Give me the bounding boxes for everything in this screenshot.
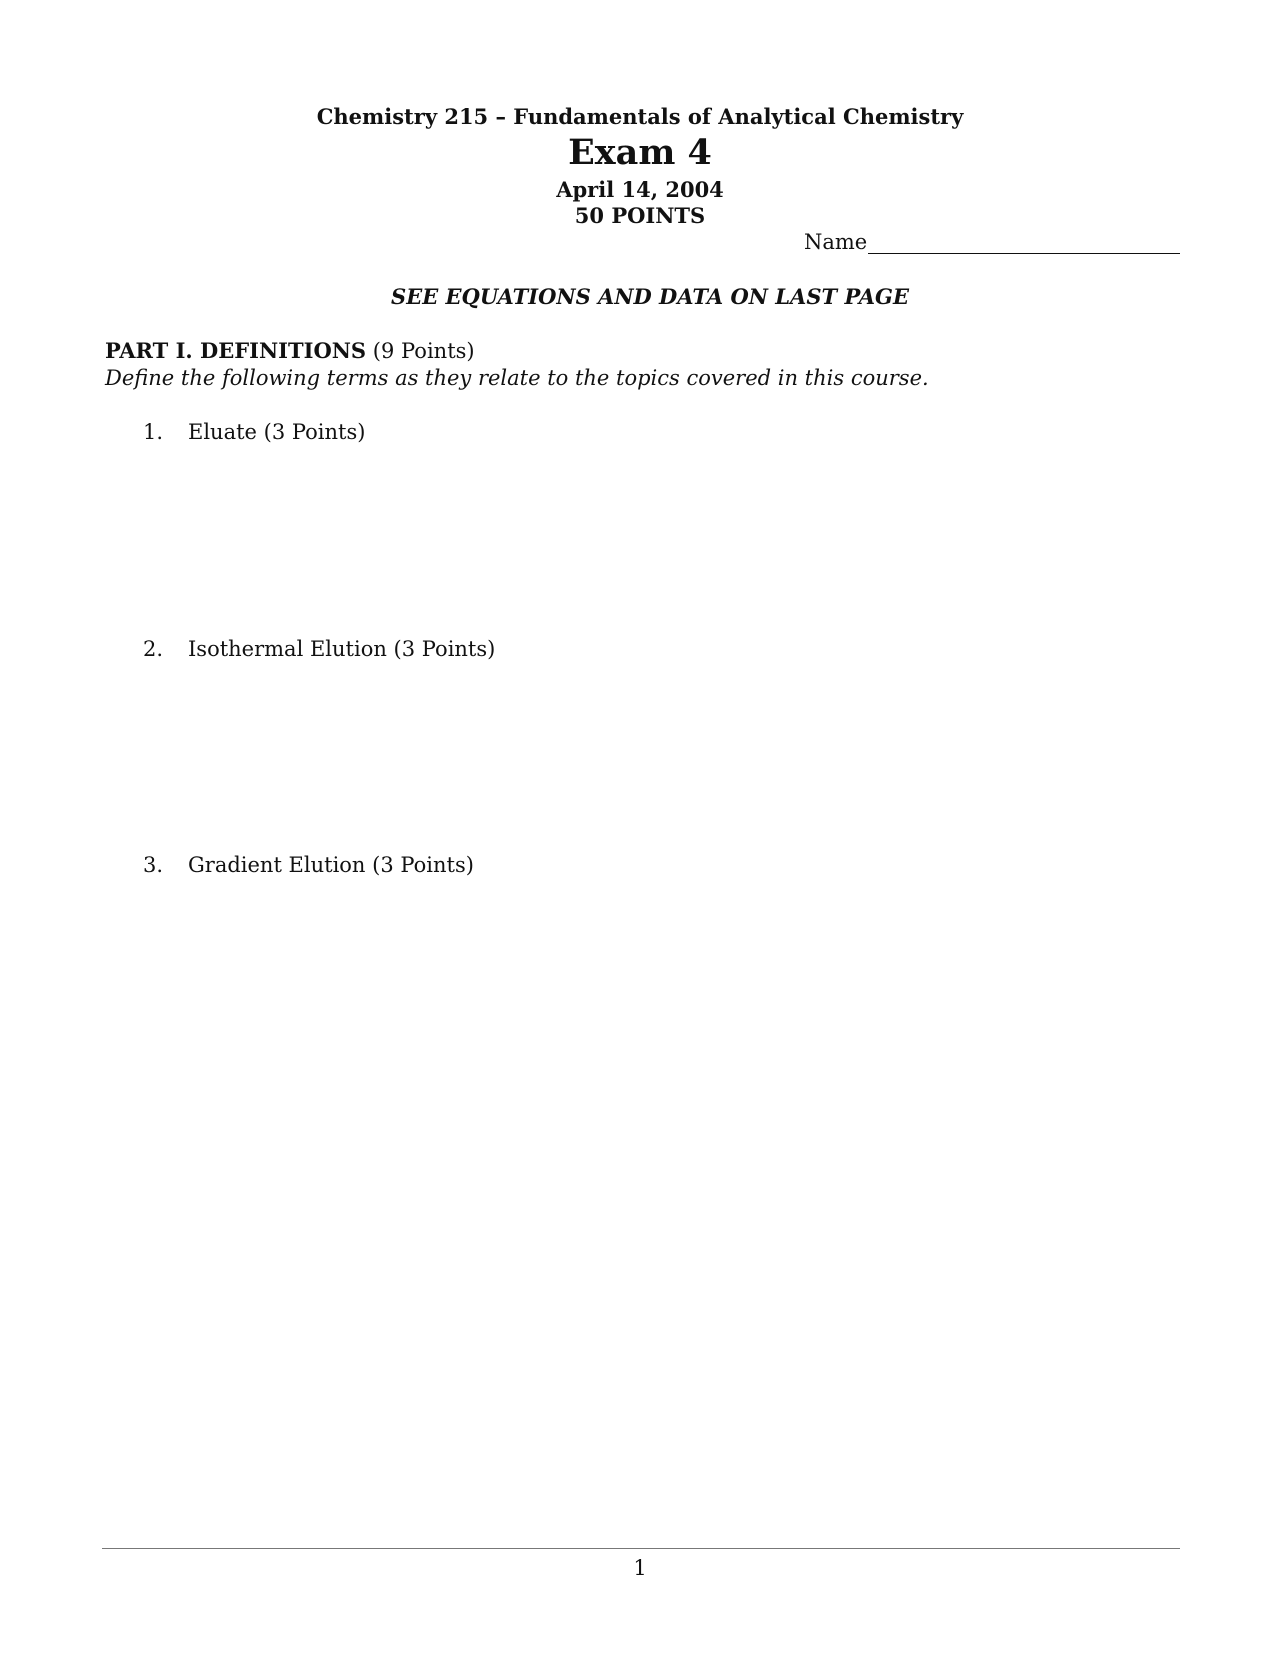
exam-date: April 14, 2004 xyxy=(556,177,724,202)
name-label: Name xyxy=(804,230,868,254)
part1-points: (9 Points) xyxy=(372,339,475,363)
question-text: Isothermal Elution (3 Points) xyxy=(188,637,496,661)
exam-total-points: 50 POINTS xyxy=(574,203,706,228)
question-3 xyxy=(143,853,474,877)
part1-heading xyxy=(105,338,475,363)
question-text: Gradient Elution (3 Points) xyxy=(188,853,474,877)
part1-instructions: Define the following terms as they relate to the topics covered in this course. xyxy=(105,366,929,390)
question-text: Eluate (3 Points) xyxy=(188,420,366,444)
exam-title: Exam 4 xyxy=(568,132,712,173)
question-number: 3. xyxy=(143,853,164,877)
course-title: Chemistry 215 – Fundamentals of Analytical Chemistry xyxy=(316,104,964,129)
question-2 xyxy=(143,637,495,661)
equations-notice: SEE EQUATIONS AND DATA ON LAST PAGE xyxy=(391,284,909,309)
question-number: 2. xyxy=(143,637,164,661)
footer-divider xyxy=(102,1548,1180,1549)
name-field-row xyxy=(804,230,1180,254)
page-number: 1 xyxy=(633,1556,647,1580)
question-1 xyxy=(143,420,365,444)
part1-title: PART I. DEFINITIONS xyxy=(105,338,367,363)
question-number: 1. xyxy=(143,420,164,444)
name-blank-line[interactable] xyxy=(868,231,1180,254)
